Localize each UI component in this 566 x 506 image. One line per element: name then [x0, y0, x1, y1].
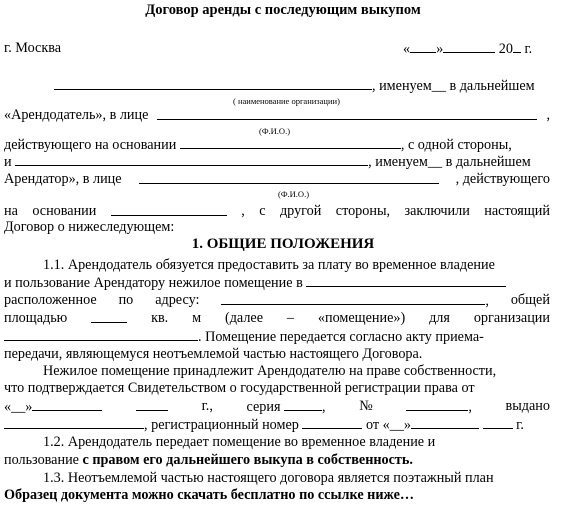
document-title: Договор аренды с последующим выкупом — [145, 2, 421, 18]
clause-1-2-line-1: 1.2. Арендодатель передает помещение во временное владение и — [43, 434, 436, 450]
party2-line: и , именуем__ в дальнейшем — [4, 154, 531, 170]
clause-1-1-act-line: передачи, являющемуся неотъемлемой частью настоящего Договора. — [4, 346, 423, 362]
section-heading: 1. ОБЩИЕ ПОЛОЖЕНИЯ — [191, 236, 375, 252]
ownership-line-2: что подтверждается Свидетельством о государственной регистрации права от — [4, 380, 475, 396]
clause-1-1-line-1: 1.1. Арендодатель обязуется предоставить за плату во временное владение — [43, 257, 495, 273]
certificate-line: «__» г., серия , № , выдано — [4, 398, 550, 415]
download-link-text[interactable]: Образец документа можно скачать бесплатно по ссылке ниже… — [4, 487, 415, 503]
clause-1-1-address-line: расположенное по адресу: , общей — [4, 292, 550, 309]
lessor-basis-line: действующего на основании , с одной стороны, — [4, 137, 512, 153]
clause-1-1-area-line: площадью кв. м (далее – «помещение») для организации — [4, 310, 550, 326]
fio-note-2: (Ф.И.О.) — [278, 189, 310, 199]
date-line: « » 20 г. — [403, 41, 533, 57]
ownership-line-1: Нежилое помещение принадлежит Арендодателю на праве собственности, — [43, 363, 497, 379]
party1-line: , именуем__ в дальнейшем — [54, 77, 535, 95]
lessee-basis-line: на основании , с другой стороны, заключили настоящий — [4, 203, 550, 219]
clause-1-1-transfer-line: . Помещение передается согласно акту приема- — [4, 328, 484, 346]
agreement-intro: Договор о нижеследующем: — [4, 219, 175, 235]
clause-1-2-line-2: пользование с правом его дальнейшего выкупа в собственность. — [4, 452, 413, 468]
city-label: г. Москва — [4, 40, 62, 56]
clause-1-1-line-2: и пользование Арендатору нежилое помещение в — [4, 274, 506, 292]
fio-note-1: (Ф.И.О.) — [259, 126, 291, 136]
clause-1-3-line-1: 1.3. Неотъемлемой частью настоящего договора является поэтажный план — [43, 470, 494, 486]
registration-line: , регистрационный номер от «__» г. — [4, 416, 524, 434]
lessor-representative-line: «Арендодатель», в лице , — [4, 107, 550, 123]
org-name-note: ( наименование организации) — [233, 96, 340, 106]
lessee-representative-line: Арендатор», в лице , действующего — [4, 171, 550, 187]
